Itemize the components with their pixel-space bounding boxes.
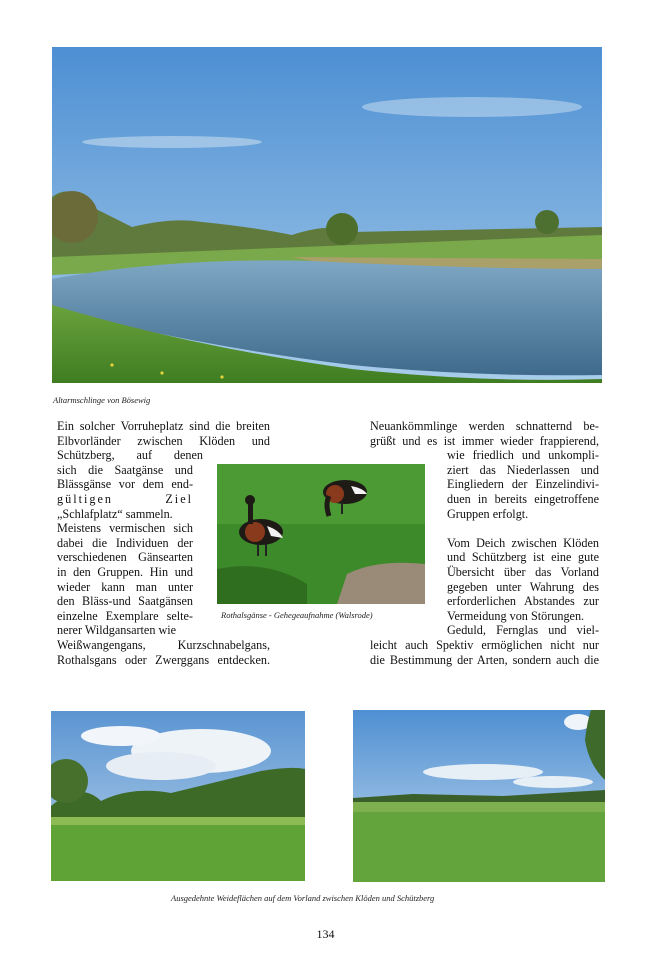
left-column-text — [57, 419, 270, 667]
text-line: Vom Deich zwischen Klöden — [447, 535, 599, 550]
text-line: Weißwangengans, Kurzschnabelgans, — [57, 637, 270, 652]
text-line: Blässgänse vor dem end- — [57, 477, 193, 492]
text-line: Gruppen erfolgt. — [447, 506, 529, 521]
right-column-text — [370, 419, 599, 667]
text-line: dabei die Individuen der — [57, 535, 193, 550]
text-line: duen in bereits eingetroffene — [447, 491, 599, 506]
text-line: Eingliedern der Einzelindivi- — [447, 477, 599, 492]
text-line: den Bläss-und Saatgänsen — [57, 594, 193, 609]
meadow-photo-right-art — [353, 710, 605, 882]
meadow-photo-right — [353, 710, 605, 882]
oxbow-photo-art — [52, 47, 602, 383]
text-line: leicht auch Spektiv ermöglichen nicht nur — [370, 637, 599, 652]
geese-caption: Rothalsgänse - Gehegeaufnahme (Walsrode) — [221, 610, 373, 620]
text-line: nerer Wildgansarten wie — [57, 623, 177, 638]
text-line: wie friedlich und unkompli- — [447, 448, 599, 463]
text-line: verschiedenen Gänsearten — [57, 550, 193, 565]
text-line: gültigen Ziel — [57, 491, 193, 506]
meadow-caption: Ausgedehnte Weideflächen auf dem Vorland zwischen Klöden und Schützberg — [171, 893, 435, 903]
text-line: einzelne Exemplare selte- — [57, 608, 193, 623]
text-line: erforderlichen Abstandes zur — [447, 594, 599, 609]
text-line: und Schützberg ist eine gute — [447, 550, 599, 565]
text-line: Vermeidung von Störungen. — [447, 608, 585, 623]
text-line: wieder kann man unter — [57, 579, 193, 594]
meadow-photo-left — [51, 711, 305, 881]
text-line — [447, 521, 599, 536]
text-line: in den Gruppen. Hin und — [57, 564, 193, 579]
text-line: Ein solcher Vorruheplatz sind die breiten — [57, 419, 270, 433]
text-line: Geduld, Fernglas und viel- — [447, 623, 599, 638]
meadow-photo-left-art — [51, 711, 305, 881]
text-line: Schützberg, auf denen — [57, 448, 203, 463]
text-line: grüßt und es ist immer wieder frappierend, — [370, 433, 599, 448]
text-line: sich die Saatgänse und — [57, 462, 193, 477]
text-line: Rothalsgans oder Zwerggans entdecken. — [57, 652, 270, 667]
text-line: Meistens vermischen sich — [57, 521, 193, 536]
text-line: „Schlafplatz“ sammeln. — [57, 506, 173, 521]
oxbow-photo — [52, 47, 602, 383]
oxbow-caption: Altarmschlinge von Bösewig — [53, 395, 151, 405]
text-line: ziert das Niederlassen und — [447, 462, 599, 477]
text-line: die Bestimmung der Arten, sondern auch die — [370, 652, 599, 667]
text-line: Übersicht über das Vorland — [447, 564, 599, 579]
text-line: Neuankömmlinge werden schnatternd be- — [370, 419, 599, 433]
page-number: 134 — [316, 927, 335, 941]
text-line: Elbvorländer zwischen Klöden und — [57, 433, 270, 448]
text-line: gegeben unter Wahrung des — [447, 579, 599, 594]
